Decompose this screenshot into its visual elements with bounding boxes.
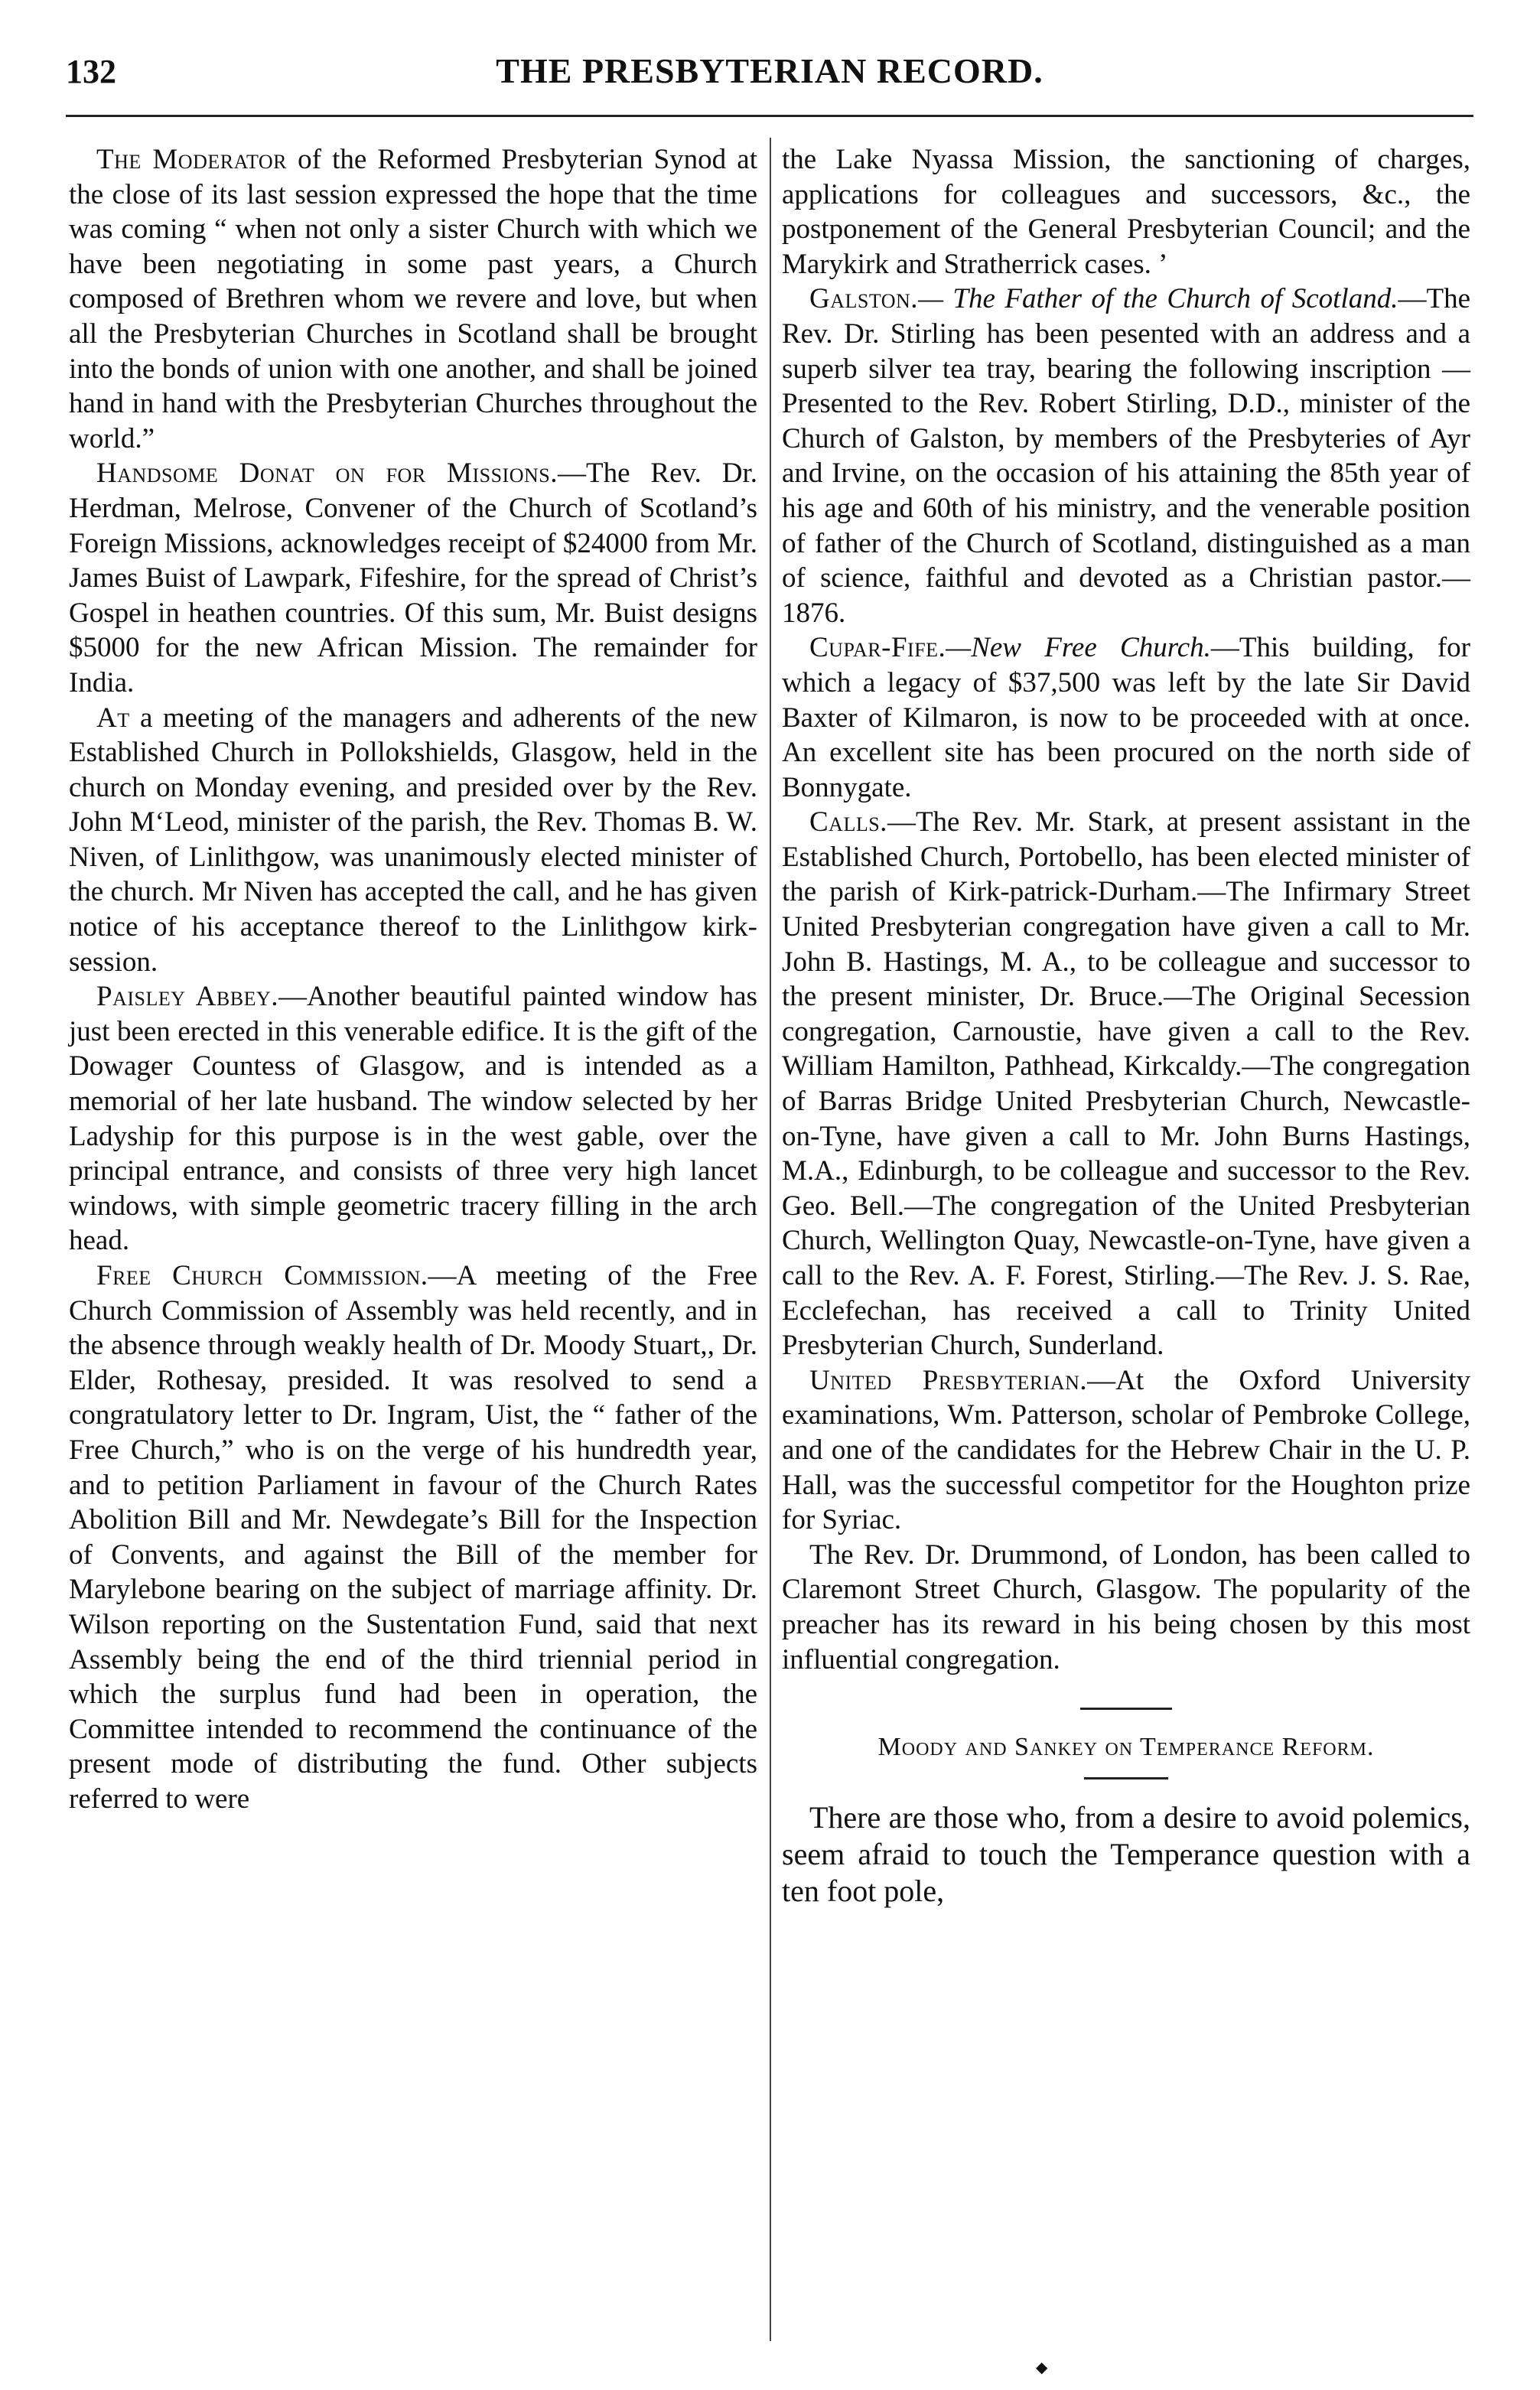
article-body: of the Reformed Presbyterian Synod at the close of its last session expressed the hope that the time was coming “ when not only a sister Church with which we have been negotiating in some past years, a Church composed of Brethren whom we revere and love, but when all the Presbyterian Churches in Scotland shall be brought into the bonds of union with one another, and shall be joined hand in hand with the Presbyterian Churches throughout the world.” (69, 144, 757, 454)
running-title: THE PRESBYTERIAN RECORD. (496, 51, 1043, 90)
article-continuation (782, 142, 1470, 282)
article-calls (782, 805, 1470, 1363)
section-heading: Moody and Sankey on Temperance Reform. (877, 1733, 1375, 1762)
article-body: —At the Oxford University examinations, Wm. Patterson, scholar of Pembroke College, and one of the candidates for the Hebrew Chair in the U. P. Hall, was the successful competitor for the Houghton prize for Syriac. (782, 1364, 1470, 1536)
article-galston (782, 282, 1470, 630)
article-italic-title: — The Father of the Church of Scotland. (918, 283, 1398, 315)
article-lead: Paisley Abbey. (96, 981, 278, 1013)
article-body: a meeting of the managers and adherents of the new Established Church in Pollokshields, Glasgow, held in the church on Monday evening, and presided over by the Rev. John M‘Leod, minister of the parish, the Rev. Thomas B. W. Niven, of Linlithgow, was unanimously elected minister of the church. Mr Niven has accepted the call, and he has given notice of his acceptance thereof to the Linlithgow kirk-session. (69, 702, 757, 978)
article-pollokshields (69, 701, 757, 980)
article-body: —A meeting of the Free Church Commission of Assembly was held recently, and in the absence through weakly health of Dr. Moody Stuart,, Dr. Elder, Rothesay, presided. It was resolved to send a congratulatory letter to Dr. Ingram, Uist, the “ father of the Free Church,” who is on the verge of his hundredth year, and to petition Parliament in favour of the Church Rates Abolition Bill and Mr. Newdegate’s Bill for the Inspection of Convents, and against the Bill of the member for Marylebone bearing on the subject of marriage affinity. Dr. Wilson reporting on the Sustentation Fund, said that next Assembly being the end of the third triennial period in which the surplus fund had been in operation, the Committee intended to recommend the continuance of the present mode of distributing the fund. Other subjects referred to were (69, 1260, 757, 1815)
article-free-church-commission (69, 1258, 757, 1817)
article-body: the Lake Nyassa Mission, the sanctioning of charges, applications for colleagues and successors, &c., the postponement of the General Presbyterian Council; and the Marykirk and Stratherrick cases. ’ (782, 144, 1470, 280)
article-body: —The Rev. Dr. Herdman, Melrose, Convener of the Church of Scotland’s Foreign Missions, acknowledges receipt of $24000 from Mr. James Buist of Lawpark, Fifeshire, for the spread of Christ’s Gospel in heathen countries. Of this sum, Mr. Buist designs $5000 for the new African Mission. The remainder for India. (69, 457, 757, 698)
article-cupar-fife (782, 630, 1470, 805)
article-lead: Calls. (809, 806, 887, 838)
header-rule (66, 115, 1473, 117)
article-moderator (69, 142, 757, 456)
heading-underline (1084, 1777, 1168, 1779)
article-lead: Galston. (809, 283, 919, 315)
left-column (69, 142, 757, 1817)
article-italic-title: —New Free Church. (946, 632, 1211, 664)
footer-ornament: ◆ (1036, 2359, 1048, 2376)
right-column (782, 142, 1470, 1910)
article-body: —Another beautiful painted window has just been erected in this venerable edifice. It is the gift of the Dowager Countess of Glasgow, and is intended as a memorial of her late husband. The window selected by her Ladyship for this purpose is in the west gable, over the principal entrance, and consists of three very high lancet windows, with simple geometric tracery filling in the arch head. (69, 981, 757, 1257)
article-body: —The Rev. Mr. Stark, at present assistant in the Established Church, Portobello, has been elected minister of the parish of Kirk-patrick-Durham.—The Infirmary Street United Presbyterian congregation have given a call to Mr. John B. Hastings, M. A., to be colleague and successor to the present minister, Dr. Bruce.—The Original Secession congregation, Carnoustie, have given a call to the Rev. William Hamilton, Pathhead, Kirkcaldy.—The congregation of Barras Bridge United Presbyterian Church, Newcastle-on-Tyne, have given a call to Mr. John Burns Hastings, M.A., Edinburgh, to be colleague and successor to the Rev. Geo. Bell.—The congregation of the United Presbyterian Church, Wellington Quay, Newcastle-on-Tyne, have given a call to the Rev. A. F. Forest, Stirling.—The Rev. J. S. Rae, Ecclefechan, has received a call to Trinity United Presbyterian Church, Sunderland. (782, 806, 1470, 1362)
article-lead: The Moderator (96, 144, 287, 175)
page-number: 132 (66, 53, 116, 90)
article-lead: United Presbyterian. (809, 1364, 1088, 1396)
section-divider (1080, 1708, 1172, 1710)
article-lead: Handsome Donat on for Missions. (96, 457, 558, 490)
article-united-presbyterian (782, 1363, 1470, 1538)
article-body: —This building, for which a legacy of $37,500 was left by the late Sir David Baxter of Kilmaron, is now to be proceeded with at once. An excellent site has been procured on the north side of Bonnygate. (782, 632, 1470, 803)
article-paisley-abbey (69, 979, 757, 1258)
article-lead: At (96, 702, 130, 734)
article-body: The Rev. Dr. Drummond, of London, has been called to Claremont Street Church, Glasgow. The popularity of the preacher has its reward in his being chosen by this most influential congregation. (782, 1539, 1470, 1675)
column-divider (770, 138, 771, 2341)
article-body: —The Rev. Dr. Stirling has been pesented with an address and a superb silver tea tray, bearing the following inscription —Presented to the Rev. Robert Stirling, D.D., minister of the Church of Galston, by members of the Presbyteries of Ayr and Irvine, on the occasion of his attaining the 85th year of his age and 60th of his ministry, and the venerable position of father of the Church of Scotland, distinguished as a man of science, faithful and devoted as a Christian pastor.—1876. (782, 283, 1470, 629)
temperance-article-lead: There are those who, from a desire to avoid polemics, seem afraid to touch the Temperance question with a ten foot pole, (782, 1800, 1470, 1909)
article-lead: Cupar-Fife. (809, 632, 946, 664)
article-drummond (782, 1538, 1470, 1677)
article-lead: Free Church Commission. (96, 1260, 428, 1291)
page-header (66, 47, 1473, 101)
article-handsome-donation (69, 456, 757, 700)
